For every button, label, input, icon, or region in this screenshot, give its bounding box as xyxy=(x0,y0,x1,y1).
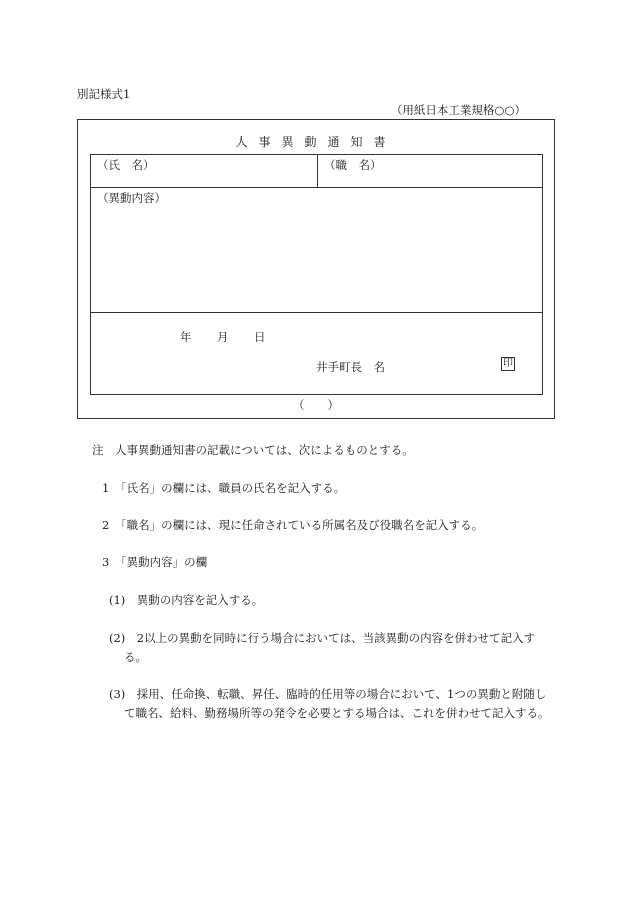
mayor-name-label: 井手町長 名 xyxy=(316,360,385,374)
bottom-parenthesis: （ ） xyxy=(293,398,339,412)
month-label: 月 xyxy=(217,330,229,344)
notice-form-table xyxy=(90,154,543,395)
note-sub-1: (1) 異動の内容を記入する。 xyxy=(109,593,264,607)
year-label: 年 xyxy=(180,330,192,344)
note-sub-2-line-2: る。 xyxy=(124,650,147,664)
note-sub-3-line-1: (3) 採用、任命換、転職、昇任、臨時的任用等の場合において、1つの異動と附随し xyxy=(109,687,547,701)
day-label: 日 xyxy=(254,330,266,344)
transfer-content-label: （異動内容） xyxy=(97,191,166,205)
notice-form-frame xyxy=(77,119,555,419)
note-item-1: 1 「氏名」の欄には、職員の氏名を記入する。 xyxy=(102,481,346,495)
note-sub-3-line-2: て職名、給料、勤務場所等の発令を必要とする場合は、これを併わせて記入する。 xyxy=(124,706,550,720)
notes-intro: 注 人事異動通知書の記載については、次によるものとする。 xyxy=(92,443,414,457)
seal-mark: 印 xyxy=(503,358,513,369)
post-label: （職 名） xyxy=(324,158,382,172)
form-number-label: 別記様式1 xyxy=(77,87,131,101)
paper-spec-label: （用紙日本工業規格○○） xyxy=(390,103,526,117)
note-item-3: 3 「異動内容」の欄 xyxy=(102,555,208,569)
note-item-2: 2 「職名」の欄には、現に任命されている所属名及び役職名を記入する。 xyxy=(102,518,484,532)
transfer-content-cell xyxy=(91,188,542,313)
name-cell xyxy=(91,155,318,187)
note-sub-2-line-1: (2) 2以上の異動を同時に行う場合においては、当該異動の内容を併わせて記入す xyxy=(109,631,536,645)
name-post-row xyxy=(91,155,542,188)
post-cell xyxy=(318,155,542,187)
name-label: （氏 名） xyxy=(97,158,155,172)
form-title: 人事異動通知書 xyxy=(235,135,397,149)
date-signature-cell xyxy=(91,313,542,395)
